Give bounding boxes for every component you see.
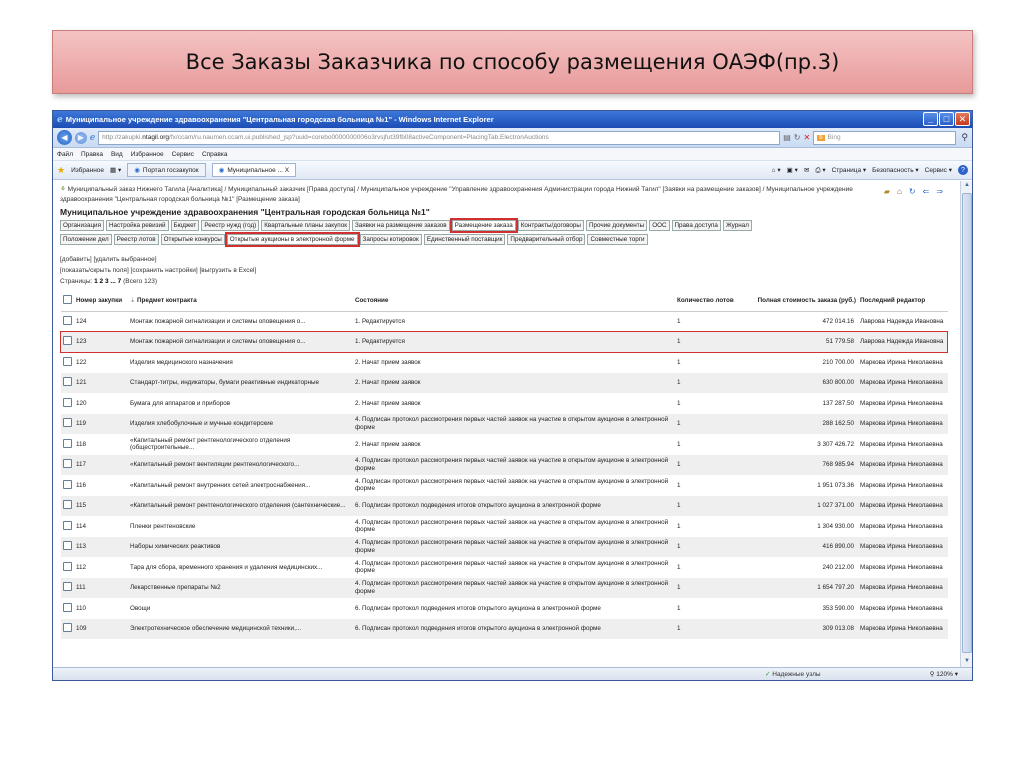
row-lots: 1 [677, 317, 681, 325]
table-row[interactable] [61, 619, 948, 640]
row-state: 4. Подписан протокол рассмотрения первых частей заявок на участие в открытом аукционе в электронной форме [355, 559, 669, 575]
row-cost: 137 287.50 [822, 399, 854, 407]
tab-sub-1[interactable]: Реестр лотов [114, 234, 159, 245]
row-subject: «Капитальный ремонт вентиляции рентгенологического... [128, 455, 353, 476]
page-icon: ℯ [89, 132, 96, 142]
row-state: 4. Подписан протокол рассмотрения первых частей заявок на участие в открытом аукционе в электронной форме [353, 455, 675, 476]
table-row[interactable] [61, 434, 948, 455]
row-lots: 1 [675, 414, 738, 435]
row-checkbox[interactable] [63, 357, 72, 366]
row-editor: Лаврова Надежда Ивановна [860, 317, 944, 325]
row-state: 6. Подписан протокол подведения итогов открытого аукциона в электронной форме [353, 619, 675, 640]
slide-title: Все Заказы Заказчика по способу размещения ОАЭФ(пр.3) [185, 50, 840, 74]
table-header [61, 290, 948, 311]
col-lots[interactable]: Количество лотов [675, 290, 738, 311]
row-subject: Электротехническое обеспечение медицинской техники,... [128, 619, 353, 640]
row-checkbox-cell [61, 434, 75, 455]
folder-icon[interactable]: ▰ [883, 187, 891, 196]
ie-logo-icon: ℯ [57, 114, 63, 124]
favorites-bar [53, 161, 972, 180]
org-icon: ⚘ [60, 186, 68, 193]
refresh-icon[interactable]: ↻ [908, 187, 916, 196]
row-lots: 1 [675, 578, 738, 599]
table-body [61, 311, 948, 639]
menu-tools[interactable]: Сервис [171, 150, 194, 158]
row-checkbox[interactable] [63, 480, 72, 489]
row-editor: Маркова Ирина Николаевна [858, 619, 948, 640]
table-row[interactable] [61, 516, 948, 537]
row-subject: Изделия хлебобулочные и мучные кондитерские [128, 414, 353, 435]
row-lots: 1 [677, 522, 681, 530]
url-path: /fx/ccam/ru.naumen.ccam.ui.published_jsp?uuid=corebo0000000006o3rvsjfut39fb08activeComponent=PlacingTab.ElectronAuctions [169, 134, 549, 141]
help-icon[interactable]: ? [958, 165, 968, 175]
table-row[interactable] [61, 393, 948, 414]
row-number: 124 [76, 317, 87, 325]
row-subject: «Капитальный ремонт рентгенологического отделения (сантехнические... [128, 496, 353, 517]
row-checkbox-cell [61, 619, 75, 640]
row-number: 117 [74, 455, 128, 476]
window-title: Муниципальное учреждение здравоохранения "Центральная городская больница №1" - Windows Internet Explorer [65, 115, 494, 124]
tab-main-7[interactable]: Контракты/договоры [518, 220, 584, 231]
zone-indicator[interactable] [765, 670, 821, 678]
tab-main-4[interactable]: Квартальные планы закупок [261, 220, 350, 231]
tab-main-3[interactable]: Реестр нужд (год) [201, 220, 259, 231]
row-cost: 288 162.50 [738, 414, 858, 435]
row-state: 4. Подписан протокол рассмотрения первых частей заявок на участие в открытом аукционе в электронной форме [355, 518, 669, 534]
page-content [53, 181, 961, 669]
menu-file[interactable]: Файл [57, 150, 73, 158]
table-row[interactable] [61, 455, 948, 476]
row-checkbox-cell [61, 557, 75, 578]
row-number: 114 [76, 522, 87, 530]
favorites-button[interactable]: Избранное [71, 166, 105, 174]
menu-edit[interactable]: Правка [80, 150, 103, 158]
row-checkbox[interactable] [63, 582, 72, 591]
row-subject: Монтаж пожарной сигнализации и системы оповещения о... [128, 332, 353, 353]
row-number: 123 [74, 332, 128, 353]
slide-title-banner [52, 30, 973, 94]
table-row[interactable] [61, 598, 948, 619]
tab-main-1[interactable]: Настройка ревизий [106, 220, 169, 231]
select-all-cell [61, 290, 75, 311]
row-checkbox-cell [61, 475, 75, 496]
minimize-button[interactable]: _ [923, 112, 938, 126]
row-state: 2. Начат прием заявок [355, 358, 421, 366]
row-subject: Бумага для аппаратов и приборов [130, 399, 231, 407]
row-editor: Маркова Ирина Николаевна [858, 578, 948, 599]
row-lots: 1 [677, 481, 681, 489]
row-lots: 1 [677, 440, 681, 448]
favorites-star-icon[interactable]: ★ [57, 164, 66, 175]
row-lots: 1 [675, 332, 738, 353]
action-links [60, 254, 961, 287]
row-state: 4. Подписан протокол рассмотрения первых частей заявок на участие в открытом аукционе в электронной форме [353, 578, 675, 599]
breadcrumb [60, 185, 880, 205]
col-subject-label: Предмет контракта [137, 296, 197, 304]
row-lots: 1 [675, 537, 738, 558]
row-subject: Тара для сбора, временного хранения и удаления медицинских... [130, 563, 323, 571]
row-checkbox-cell [61, 373, 75, 394]
table-row[interactable] [61, 373, 948, 394]
tab-sub-7[interactable]: Совместные торги [587, 234, 647, 245]
address-bar [53, 128, 972, 148]
feeds-icon[interactable]: ▣ ▾ [786, 167, 798, 174]
table-row[interactable] [61, 311, 948, 332]
window-titlebar [53, 111, 972, 128]
tab-main-2[interactable]: Бюджет [171, 220, 200, 231]
page-menu[interactable]: Страница ▾ [831, 167, 867, 174]
menu-favorites[interactable]: Избранное [130, 150, 164, 158]
row-checkbox[interactable] [63, 500, 72, 509]
sort-icon: ⇣ [130, 296, 138, 304]
table-row[interactable] [61, 352, 948, 373]
row-checkbox-cell [61, 598, 75, 619]
forward-button[interactable]: ▶ [75, 132, 87, 144]
back-arrow-icon[interactable]: ⇐ [922, 187, 930, 196]
table-row[interactable] [61, 475, 948, 496]
tab-sub-6[interactable]: Предварительный отбор [507, 234, 585, 245]
row-checkbox[interactable] [63, 521, 72, 530]
tab-main-8[interactable]: Прочие документы [586, 220, 647, 231]
row-editor: Маркова Ирина Николаевна [858, 414, 948, 435]
tab-main-10[interactable]: Права доступа [672, 220, 721, 231]
add-delete-links[interactable]: [добавить] [удалить выбранное] [60, 256, 157, 263]
tab-municipal[interactable] [212, 163, 296, 177]
home-icon[interactable]: ⌂ ▾ [771, 167, 781, 174]
row-number: 110 [76, 604, 87, 612]
row-cost: 1 654 797.20 [738, 578, 858, 599]
page-tools [884, 187, 943, 196]
row-cost: 51 779.58 [738, 332, 858, 353]
status-bar [53, 667, 972, 680]
row-subject: Лекарственные препараты №2 [128, 578, 353, 599]
print-icon[interactable]: ⎙ ▾ [815, 166, 826, 174]
row-checkbox[interactable] [63, 336, 72, 345]
row-checkbox[interactable] [63, 418, 72, 427]
row-subject: «Капитальный ремонт рентгенологического отделения (общестроительные... [130, 436, 291, 452]
search-placeholder: Bing [827, 134, 841, 141]
url-prefix: http://zakupki. [102, 134, 143, 141]
back-button[interactable]: ◀ [57, 130, 72, 145]
row-number: 109 [74, 619, 128, 640]
table-row[interactable] [61, 496, 948, 517]
row-lots: 1 [675, 455, 738, 476]
row-number: 115 [74, 496, 128, 517]
row-number: 122 [76, 358, 87, 366]
sub-tabs [60, 234, 961, 245]
row-checkbox-cell [61, 414, 75, 435]
row-checkbox[interactable] [63, 439, 72, 448]
tab-main-11[interactable]: Журнал [723, 220, 752, 231]
settings-links[interactable]: [показать/скрыть поля] [сохранить настройки] [выгрузить в Excel] [60, 267, 257, 274]
menu-bar [53, 148, 972, 161]
tab-portal-label: Портал госзакупок [142, 166, 199, 174]
row-checkbox-cell [61, 537, 75, 558]
row-cost: 240 212.00 [822, 563, 854, 571]
tools-menu[interactable]: Сервис ▾ [924, 167, 952, 174]
window-controls [923, 112, 970, 126]
row-lots: 1 [675, 496, 738, 517]
menu-view[interactable]: Вид [110, 150, 123, 158]
pagination [60, 276, 961, 287]
row-editor: Маркова Ирина Николаевна [860, 522, 943, 530]
url-input[interactable] [98, 131, 780, 145]
row-checkbox[interactable] [63, 459, 72, 468]
forward-arrow-icon[interactable]: ⇒ [936, 187, 943, 196]
row-number: 112 [76, 563, 87, 571]
row-number: 116 [76, 481, 87, 489]
tab-sub-3[interactable]: Открытые аукционы в электронной форме [227, 234, 358, 245]
row-subject: Наборы химических реактивов [128, 537, 353, 558]
orders-table [60, 290, 948, 639]
row-cost: 472 014.16 [822, 317, 854, 325]
zoom-value: 120% [936, 671, 953, 678]
row-subject: Пленки рентгеновские [130, 522, 196, 530]
row-lots: 1 [675, 619, 738, 640]
row-checkbox[interactable] [63, 623, 72, 632]
row-editor: Маркова Ирина Николаевна [858, 455, 948, 476]
row-number: 119 [74, 414, 128, 435]
row-lots: 1 [677, 399, 681, 407]
row-checkbox[interactable] [63, 603, 72, 612]
row-state: 1. Редактируется [353, 332, 675, 353]
lock-icon[interactable]: ⌂ [897, 187, 902, 196]
page-title: Муниципальное учреждение здравоохранения "Центральная городская больница №1" [60, 207, 430, 217]
check-icon: ✓ [765, 671, 773, 678]
row-subject: Монтаж пожарной сигнализации и системы оповещения о... [130, 317, 306, 325]
row-cost: 416 890.00 [738, 537, 858, 558]
tab-portal[interactable] [127, 163, 205, 177]
row-editor: Маркова Ирина Николаевна [858, 373, 948, 394]
row-number: 118 [76, 440, 87, 448]
row-checkbox-cell [61, 332, 75, 353]
row-state: 1. Редактируется [355, 317, 405, 325]
close-button[interactable]: ✕ [955, 112, 970, 126]
tab-main-0[interactable]: Организация [60, 220, 104, 231]
maximize-button[interactable]: □ [939, 112, 954, 126]
col-subject[interactable] [128, 290, 353, 311]
scroll-down-icon[interactable]: ▼ [964, 658, 970, 664]
table-row[interactable] [61, 332, 948, 353]
row-state: 4. Подписан протокол рассмотрения первых частей заявок на участие в открытом аукционе в электронной форме [353, 414, 675, 435]
table-row[interactable] [61, 537, 948, 558]
row-cost: 210 700.00 [822, 358, 854, 366]
col-editor[interactable]: Последний редактор [858, 290, 948, 311]
tab-sub-5[interactable]: Единственный поставщик [424, 234, 506, 245]
row-lots: 1 [677, 563, 681, 571]
row-state: 4. Подписан протокол рассмотрения первых частей заявок на участие в открытом аукционе в электронной форме [353, 537, 675, 558]
refresh-icon[interactable]: ↻ [793, 133, 801, 142]
table-row[interactable] [61, 557, 948, 578]
row-cost: 630 800.00 [738, 373, 858, 394]
table-row[interactable] [61, 414, 948, 435]
row-state: 6. Подписан протокол подведения итогов открытого аукциона в электронной форме [353, 496, 675, 517]
row-cost: 3 307 426.72 [817, 440, 854, 448]
search-input[interactable] [813, 131, 956, 145]
page-links[interactable]: 1 2 3 ... 7 [94, 278, 122, 285]
tab-municipal-label: Муниципальное ... X [227, 166, 290, 174]
row-cost: 1 027 371.00 [738, 496, 858, 517]
scroll-thumb[interactable] [962, 193, 972, 653]
row-cost: 1 951 073.36 [817, 481, 854, 489]
row-cost: 1 304 930.00 [817, 522, 854, 530]
zone-label: Надежные узлы [772, 671, 821, 678]
search-icon[interactable]: ⚲ [961, 132, 968, 142]
row-cost: 309 013.08 [738, 619, 858, 640]
safety-menu[interactable]: Безопасность ▾ [872, 167, 919, 174]
row-state: 2. Начат прием заявок [353, 373, 675, 394]
row-checkbox[interactable] [63, 316, 72, 325]
row-editor: Лаврова Надежда Ивановна [858, 332, 948, 353]
bing-logo-icon: b [819, 134, 823, 141]
stop-icon[interactable]: ✕ [803, 133, 811, 142]
row-lots: 1 [677, 358, 681, 366]
tab-main-9[interactable]: ООС [649, 220, 669, 231]
row-editor: Маркова Ирина Николаевна [860, 604, 943, 612]
row-state: 2. Начат прием заявок [355, 440, 421, 448]
tab-sub-2[interactable]: Открытые конкурсы [161, 234, 225, 245]
breadcrumb-text[interactable]: Муниципальный заказ Нижнего Тагила [Аналитика] / Муниципальный заказчик [Права доступа] / Муниципальное учреждение "Управление здравоохранения Администрации города Нижний Тагил" [Заявки на размещение заказов] / Муниципальное учреждение здравоохранения "Центральная городская больница №1" [Размещение заказа] [60, 186, 853, 203]
mail-icon[interactable]: ✉ [803, 167, 810, 174]
row-checkbox-cell [61, 496, 75, 517]
tab-main-6[interactable]: Размещение заказа [452, 220, 516, 231]
row-state: 6. Подписан протокол подведения итогов открытого аукциона в электронной форме [355, 604, 601, 612]
row-subject: Изделия медицинского назначения [130, 358, 233, 366]
row-lots: 1 [675, 373, 738, 394]
row-checkbox-cell [61, 455, 75, 476]
row-checkbox-cell [61, 578, 75, 599]
row-number: 121 [74, 373, 128, 394]
row-checkbox[interactable] [63, 541, 72, 550]
main-tabs [60, 220, 961, 231]
row-editor: Маркова Ирина Николаевна [860, 481, 943, 489]
row-subject: Овощи [130, 604, 151, 612]
globe-icon: ◉ [218, 167, 225, 174]
row-editor: Маркова Ирина Николаевна [858, 496, 948, 517]
zoom-control[interactable]: ⚲ 120% ▾ [929, 671, 958, 678]
browser-window [52, 110, 973, 681]
scroll-up-icon[interactable]: ▲ [964, 182, 970, 188]
row-checkbox-cell [61, 311, 75, 332]
col-cost[interactable]: Полная стоимость заказа (руб.) [738, 290, 858, 311]
tab-sub-0[interactable]: Положение дел [60, 234, 112, 245]
quick-tabs-icon[interactable]: ▦ ▾ [110, 167, 122, 174]
row-cost: 353 590.00 [822, 604, 854, 612]
row-checkbox-cell [61, 393, 75, 414]
row-cost: 768 985.94 [738, 455, 858, 476]
row-checkbox[interactable] [63, 562, 72, 571]
row-number: 111 [74, 578, 128, 599]
pages-label: Страницы: [60, 278, 93, 285]
row-subject: «Капитальный ремонт внутренних сетей электроснабжения... [130, 481, 311, 489]
menu-help[interactable]: Справка [201, 150, 228, 158]
pages-total: (Всего 123) [123, 278, 158, 285]
row-subject: Стандарт-титры, индикаторы, бумаги реактивные индикаторные [128, 373, 353, 394]
row-checkbox-cell [61, 352, 75, 373]
row-editor: Маркова Ирина Николаевна [860, 440, 943, 448]
row-editor: Маркова Ирина Николаевна [860, 358, 943, 366]
row-number: 113 [74, 537, 128, 558]
row-editor: Маркова Ирина Николаевна [858, 537, 948, 558]
row-checkbox-cell [61, 516, 75, 537]
select-all-checkbox[interactable] [63, 295, 72, 304]
tab-sub-4[interactable]: Запросы котировок [360, 234, 422, 245]
vertical-scrollbar[interactable] [960, 181, 972, 669]
row-editor: Маркова Ирина Николаевна [860, 399, 943, 407]
globe-icon: ◉ [134, 167, 140, 174]
row-state: 2. Начат прием заявок [355, 399, 421, 407]
col-state[interactable]: Состояние [353, 290, 675, 311]
row-number: 120 [76, 399, 87, 407]
tab-main-5[interactable]: Заявки на размещение заказов [352, 220, 450, 231]
compat-view-icon[interactable]: ▤ [783, 133, 791, 142]
table-row[interactable] [61, 578, 948, 599]
url-domain: ntagil.org [142, 134, 170, 141]
col-number[interactable]: Номер закупки [74, 290, 128, 311]
row-editor: Маркова Ирина Николаевна [860, 563, 943, 571]
row-checkbox[interactable] [63, 398, 72, 407]
row-state: 4. Подписан протокол рассмотрения первых частей заявок на участие в открытом аукционе в электронной форме [355, 477, 669, 493]
row-checkbox[interactable] [63, 377, 72, 386]
row-lots: 1 [677, 604, 681, 612]
